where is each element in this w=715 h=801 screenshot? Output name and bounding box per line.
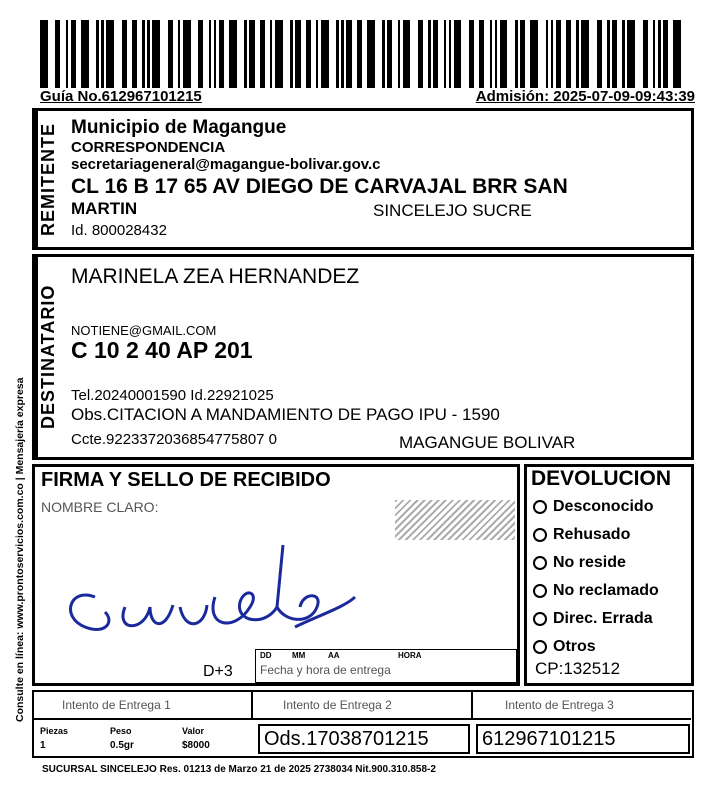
barcode-bar bbox=[341, 20, 344, 88]
barcode-bar bbox=[581, 20, 589, 88]
ods-number: Ods.17038701215 bbox=[264, 728, 429, 750]
barcode-bar bbox=[597, 20, 602, 88]
sender-box bbox=[32, 108, 694, 250]
barcode-bar bbox=[622, 20, 625, 88]
recipient-box bbox=[32, 254, 694, 460]
barcode-bar bbox=[663, 20, 668, 88]
guide-number-bottom: 612967101215 bbox=[482, 728, 616, 750]
attempt-2 bbox=[253, 692, 473, 720]
barcode-bar bbox=[658, 20, 661, 88]
sender-id: Id. 800028432 bbox=[71, 222, 167, 239]
barcode-bar bbox=[214, 20, 217, 88]
barcode-bar bbox=[566, 20, 571, 88]
recipient-city: MAGANGUE BOLIVAR bbox=[399, 433, 576, 452]
barcode-bar bbox=[607, 20, 610, 88]
barcode-bar bbox=[495, 20, 498, 88]
recipient-ccte: Ccte.9223372036854775807 0 bbox=[71, 431, 278, 448]
footer-text: SUCURSAL SINCELEJO Res. 01213 de Marzo 21 de 2025 2738034 Nit.900.310.858-2 bbox=[42, 764, 436, 775]
barcode-bar bbox=[382, 20, 385, 88]
return-option-label: No reside bbox=[553, 554, 626, 571]
date-dd: DD bbox=[260, 651, 272, 660]
return-option bbox=[533, 493, 659, 521]
return-option bbox=[533, 549, 659, 577]
barcode-bar bbox=[454, 20, 462, 88]
recipient-email: NOTIENE@GMAIL.COM bbox=[71, 323, 217, 338]
barcode-bar bbox=[168, 20, 173, 88]
attempt-2-label: Intento de Entrega 2 bbox=[283, 698, 392, 712]
barcode-bar bbox=[673, 20, 681, 88]
signature-box bbox=[32, 464, 520, 686]
barcode-bar bbox=[316, 20, 319, 88]
sender-address-2: MARTIN bbox=[71, 199, 138, 218]
sender-email: secretariageneral@magangue-bolivar.gov.c bbox=[71, 156, 381, 173]
barcode-bar bbox=[530, 20, 538, 88]
date-mm: MM bbox=[292, 651, 306, 660]
barcode-bar bbox=[551, 20, 554, 88]
barcode-bar bbox=[398, 20, 401, 88]
barcode-bar bbox=[490, 20, 493, 88]
recipient-tel: Tel.20240001590 Id.22921025 bbox=[71, 387, 274, 404]
barcode-bar bbox=[295, 20, 300, 88]
plazo-label: D+3 bbox=[203, 663, 233, 680]
barcode-bar bbox=[627, 20, 635, 88]
barcode-bar bbox=[244, 20, 247, 88]
barcode-bar bbox=[142, 20, 145, 88]
barcode-bar bbox=[418, 20, 423, 88]
sender-city: SINCELEJO SUCRE bbox=[373, 201, 532, 220]
return-box bbox=[524, 464, 694, 686]
recipient-label: DESTINATARIO bbox=[35, 257, 64, 457]
barcode-bar bbox=[178, 20, 181, 88]
barcode-bar bbox=[147, 20, 150, 88]
signature-scribble bbox=[55, 537, 385, 647]
barcode-bar bbox=[152, 20, 160, 88]
radio-circle-icon bbox=[533, 528, 547, 542]
sender-address: CL 16 B 17 65 AV DIEGO DE CARVAJAL BRR SAN bbox=[71, 175, 568, 198]
return-option bbox=[533, 521, 659, 549]
pieces-value: 1 bbox=[40, 740, 46, 751]
barcode bbox=[40, 20, 690, 88]
barcode-bar bbox=[40, 20, 48, 88]
date-aa: AA bbox=[328, 651, 340, 660]
return-option-label: Rehusado bbox=[553, 526, 631, 543]
barcode-bar bbox=[101, 20, 104, 88]
return-title: DEVOLUCION bbox=[531, 467, 672, 490]
barcode-bar bbox=[367, 20, 375, 88]
delivery-date-label: Fecha y hora de entrega bbox=[260, 663, 391, 677]
guide-header bbox=[40, 88, 695, 108]
delivery-date-cell bbox=[255, 649, 517, 683]
weight-label: Peso bbox=[110, 726, 132, 736]
barcode-bar bbox=[209, 20, 212, 88]
barcode-bar bbox=[449, 20, 452, 88]
barcode-bar bbox=[321, 20, 329, 88]
barcode-bar bbox=[520, 20, 525, 88]
barcode-bar bbox=[643, 20, 648, 88]
barcode-bar bbox=[428, 20, 431, 88]
return-option-label: Desconocido bbox=[553, 498, 654, 515]
signature-title: FIRMA Y SELLO DE RECIBIDO bbox=[41, 469, 331, 491]
sender-dept: CORRESPONDENCIA bbox=[71, 139, 226, 156]
barcode-bar bbox=[469, 20, 474, 88]
barcode-bar bbox=[433, 20, 438, 88]
name-label: NOMBRE CLARO: bbox=[41, 499, 159, 515]
barcode-bar bbox=[260, 20, 265, 88]
side-note: Consulte en línea: www.prontoservicios.com.co | Mensajería expresa bbox=[14, 377, 26, 723]
barcode-bar bbox=[612, 20, 617, 88]
guide-cell bbox=[476, 724, 690, 754]
barcode-bar bbox=[270, 20, 273, 88]
barcode-bar bbox=[198, 20, 203, 88]
barcode-bar bbox=[546, 20, 549, 88]
barcode-bar bbox=[576, 20, 579, 88]
attempt-3 bbox=[473, 692, 691, 720]
barcode-bar bbox=[306, 20, 311, 88]
return-option bbox=[533, 633, 659, 661]
barcode-bar bbox=[500, 20, 508, 88]
return-option bbox=[533, 577, 659, 605]
attempt-1 bbox=[34, 692, 253, 720]
admission-date: Admisión: 2025-07-09-09:43:39 bbox=[475, 88, 695, 105]
barcode-bar bbox=[653, 20, 656, 88]
barcode-bar bbox=[387, 20, 392, 88]
radio-circle-icon bbox=[533, 556, 547, 570]
return-option-label: Otros bbox=[553, 638, 596, 655]
barcode-bar bbox=[106, 20, 114, 88]
barcode-bar bbox=[346, 20, 351, 88]
delivery-attempts bbox=[32, 690, 694, 758]
barcode-bar bbox=[275, 20, 283, 88]
radio-circle-icon bbox=[533, 584, 547, 598]
barcode-bar bbox=[55, 20, 60, 88]
weight-value: 0.5gr bbox=[110, 740, 134, 751]
barcode-bar bbox=[81, 20, 89, 88]
return-option bbox=[533, 605, 659, 633]
sender-entity: Municipio de Magangue bbox=[71, 117, 287, 138]
barcode-bar bbox=[249, 20, 254, 88]
return-option-label: Direc. Errada bbox=[553, 610, 653, 627]
recipient-name: MARINELA ZEA HERNANDEZ bbox=[71, 265, 360, 288]
value-value: $8000 bbox=[182, 740, 210, 751]
return-option-label: No reclamado bbox=[553, 582, 659, 599]
radio-circle-icon bbox=[533, 612, 547, 626]
return-options bbox=[533, 493, 659, 661]
attempt-1-label: Intento de Entrega 1 bbox=[62, 698, 171, 712]
barcode-bar bbox=[96, 20, 99, 88]
barcode-bar bbox=[357, 20, 362, 88]
barcode-bar bbox=[290, 20, 293, 88]
sender-label: REMITENTE bbox=[35, 111, 64, 247]
barcode-bar bbox=[229, 20, 237, 88]
ods-cell bbox=[258, 724, 470, 754]
barcode-bar bbox=[66, 20, 69, 88]
barcode-bar bbox=[403, 20, 411, 88]
barcode-bar bbox=[219, 20, 224, 88]
barcode-bar bbox=[132, 20, 137, 88]
barcode-bar bbox=[183, 20, 191, 88]
guide-number: Guía No.612967101215 bbox=[40, 88, 202, 105]
barcode-bar bbox=[515, 20, 518, 88]
radio-circle-icon bbox=[533, 640, 547, 654]
stamp-smudge bbox=[395, 500, 515, 540]
attempt-3-label: Intento de Entrega 3 bbox=[505, 698, 614, 712]
postal-code: CP:132512 bbox=[535, 659, 621, 678]
recipient-obs: Obs.CITACION A MANDAMIENTO DE PAGO IPU - 1590 bbox=[71, 405, 500, 424]
recipient-address: C 10 2 40 AP 201 bbox=[71, 337, 253, 363]
value-label: Valor bbox=[182, 726, 205, 736]
date-hora: HORA bbox=[398, 651, 422, 660]
barcode-bar bbox=[556, 20, 561, 88]
pieces-label: Piezas bbox=[40, 726, 69, 736]
barcode-bar bbox=[444, 20, 447, 88]
barcode-bar bbox=[71, 20, 76, 88]
barcode-bar bbox=[479, 20, 484, 88]
barcode-bar bbox=[336, 20, 339, 88]
barcode-bar bbox=[122, 20, 127, 88]
radio-circle-icon bbox=[533, 500, 547, 514]
